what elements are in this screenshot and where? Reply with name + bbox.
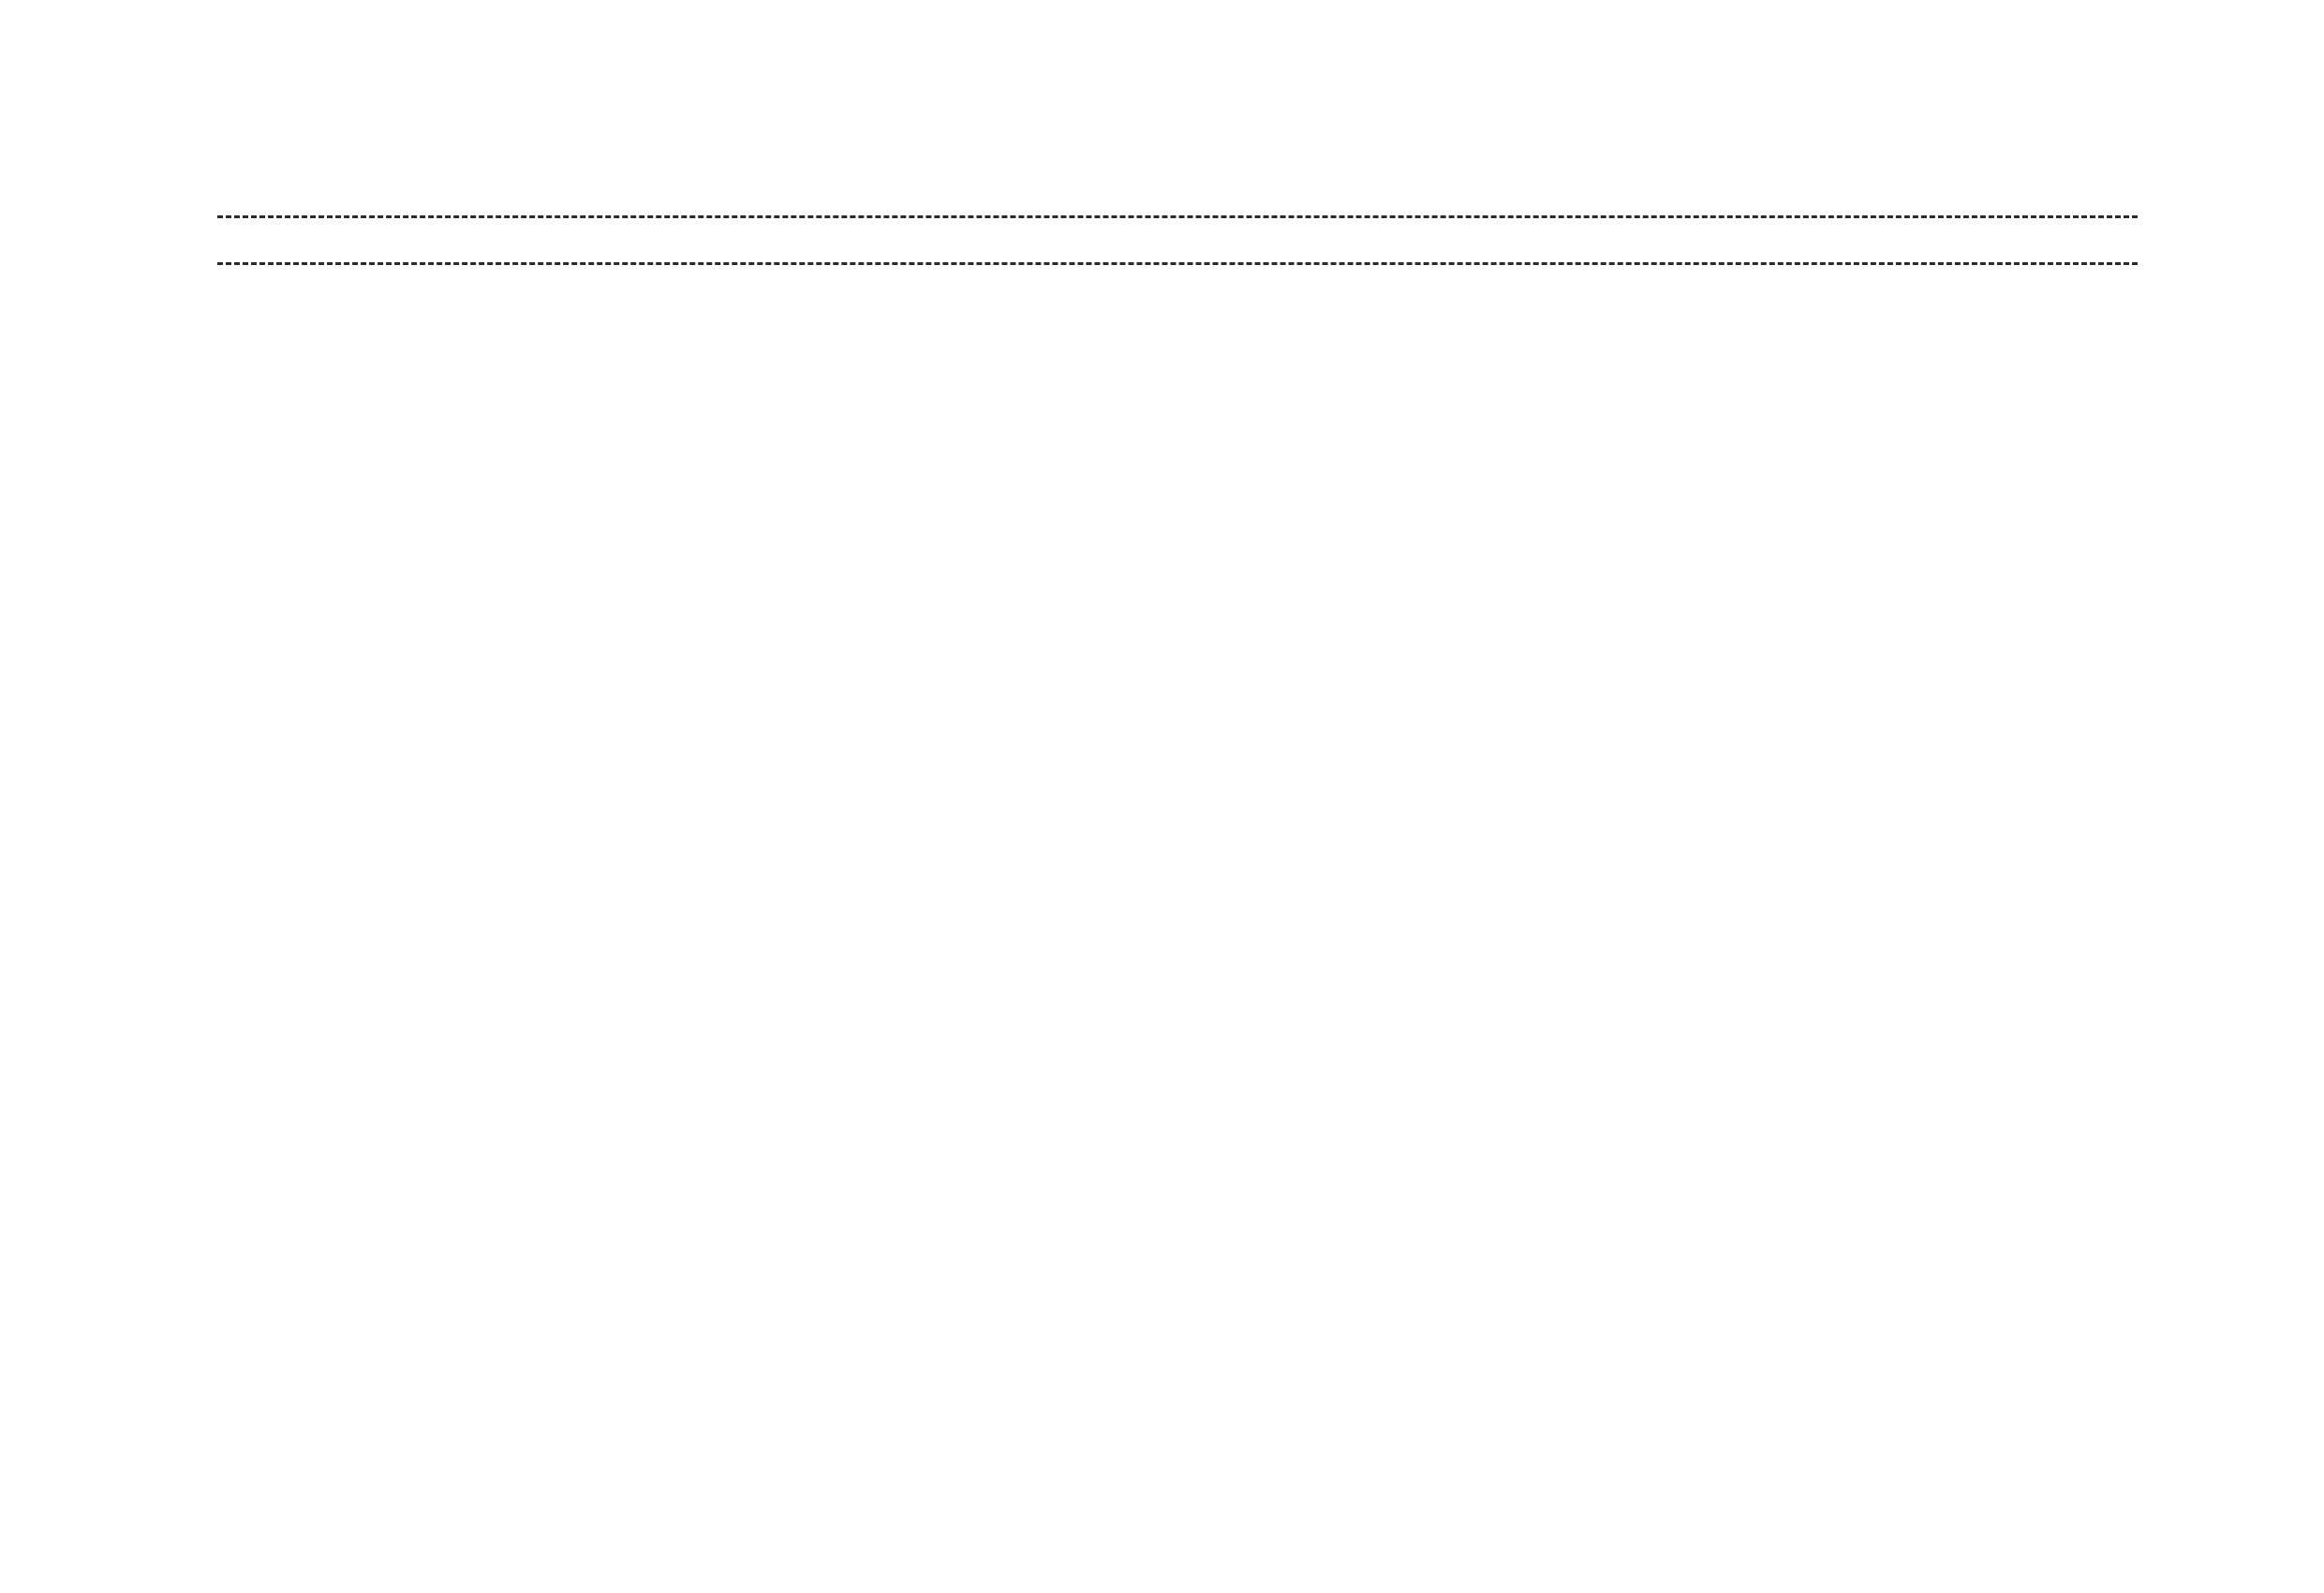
header-rule-bottom: [217, 262, 2138, 265]
header-rule-top: [217, 215, 2138, 218]
